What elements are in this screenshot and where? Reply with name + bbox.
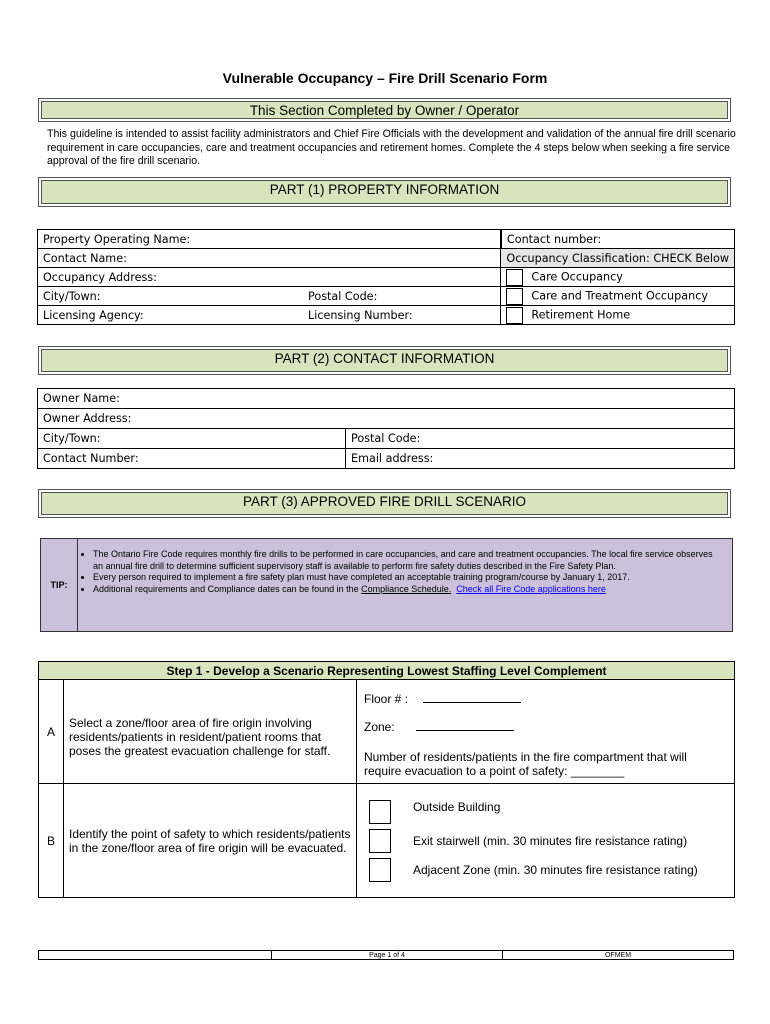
part1-header: PART (1) PROPERTY INFORMATION [38, 177, 731, 207]
property-table [37, 229, 735, 325]
agency-field[interactable]: Licensing Agency: [38, 306, 304, 325]
step1-header: Step 1 - Develop a Scenario Representing Lowest Staffing Level Complement [39, 662, 735, 680]
city-field[interactable]: City/Town: [38, 287, 304, 306]
option-label: Care and Treatment Occupancy [531, 289, 708, 302]
footer-org: OFMEM [503, 951, 734, 960]
option-label: Care Occupancy [531, 270, 623, 283]
option-care-treatment[interactable] [501, 287, 735, 306]
compliance-schedule-text: Compliance Schedule. [361, 583, 452, 594]
checkbox[interactable] [369, 858, 391, 882]
floor-label: Floor # : [364, 692, 409, 706]
contact-table [37, 388, 735, 469]
residents-field[interactable]: Number of residents/patients in the fire compartment that will require evacuation to a point of safety: ________ [364, 750, 687, 778]
tip-bullet: • The Ontario Fire Code requires monthly fire drills to be performed in care occupancies, and care and treatment occupancies. The local fire service observes an annual fire drill to determine sufficient supervisory staff is available to perform fire safety duties described in the Fire Safety Plan. [93, 549, 713, 572]
tip-bullet: • Every person required to implement a fire safety plan must have completed an acceptable training program/course by January 1, 2017. [93, 572, 713, 584]
zone-field[interactable] [364, 720, 727, 734]
option-label: Adjacent Zone (min. 30 minutes fire resistance rating) [413, 862, 698, 877]
checkbox[interactable] [506, 307, 523, 324]
form-title: Vulnerable Occupancy – Fire Drill Scenario Form [222, 70, 548, 86]
checkbox[interactable] [369, 800, 391, 824]
step1-table [38, 661, 735, 898]
part2-header: PART (2) CONTACT INFORMATION [38, 346, 731, 375]
row-a-text: Select a zone/floor area of fire origin involving residents/patients in resident/patient rooms that poses the greatest evacuation challenge for staff. [64, 680, 357, 784]
page-number: Page 1 of 4 [272, 951, 503, 960]
tip-text: Additional requirements and Compliance dates can be found in the [93, 583, 362, 594]
option-care[interactable] [501, 268, 735, 287]
checkbox[interactable] [506, 269, 523, 286]
zone-label: Zone: [364, 720, 395, 734]
contact-number-field[interactable]: Contact number: [501, 230, 735, 249]
row-a-fields [357, 680, 735, 784]
contact-number-field[interactable]: Contact Number: [38, 449, 346, 469]
postal-field[interactable]: Postal Code: [346, 429, 735, 449]
contact-name-field[interactable]: Contact Name: [38, 249, 501, 268]
part3-header: PART (3) APPROVED FIRE DRILL SCENARIO [38, 489, 731, 518]
city-field[interactable]: City/Town: [38, 429, 346, 449]
option-retirement[interactable] [501, 306, 735, 325]
address-field[interactable]: Occupancy Address: [38, 268, 501, 287]
option-label: Exit stairwell (min. 30 minutes fire resistance rating) [413, 833, 688, 848]
tip-box [40, 538, 733, 632]
classification-label: Occupancy Classification: CHECK Below [501, 249, 735, 268]
section-owner-header: This Section Completed by Owner / Operator [38, 98, 731, 122]
postal-field[interactable]: Postal Code: [303, 287, 501, 306]
license-field[interactable]: Licensing Number: [303, 306, 501, 325]
tip-label: TIP: [41, 539, 78, 631]
email-field[interactable]: Email address: [346, 449, 735, 469]
option-label: Outside Building [413, 799, 501, 814]
owner-address-field[interactable]: Owner Address: [38, 409, 735, 429]
page-footer [38, 950, 734, 960]
fire-code-link[interactable]: Check all Fire Code applications here [456, 583, 606, 594]
row-letter: B [39, 784, 64, 898]
tip-bullet [93, 584, 713, 596]
owner-name-field[interactable]: Owner Name: [38, 389, 735, 409]
row-b-text: Identify the point of safety to which residents/patients in the zone/floor area of fire origin will be evacuated. [64, 784, 357, 898]
point-of-safety-options [357, 784, 735, 898]
floor-field[interactable] [364, 692, 727, 706]
option-label: Retirement Home [531, 308, 631, 321]
intro-text: This guideline is intended to assist facility administrators and Chief Fire Officials with the development and validation of the annual fire drill scenario requirement in care occupancies, care and treatment occupancies and retirement homes. Complete the 4 steps below when seeking a fire service approval of the fire drill scenario. [47, 128, 736, 167]
checkbox[interactable] [369, 829, 391, 853]
property-name-field[interactable]: Property Operating Name: [38, 230, 501, 249]
row-letter: A [39, 680, 64, 784]
checkbox[interactable] [506, 288, 523, 305]
